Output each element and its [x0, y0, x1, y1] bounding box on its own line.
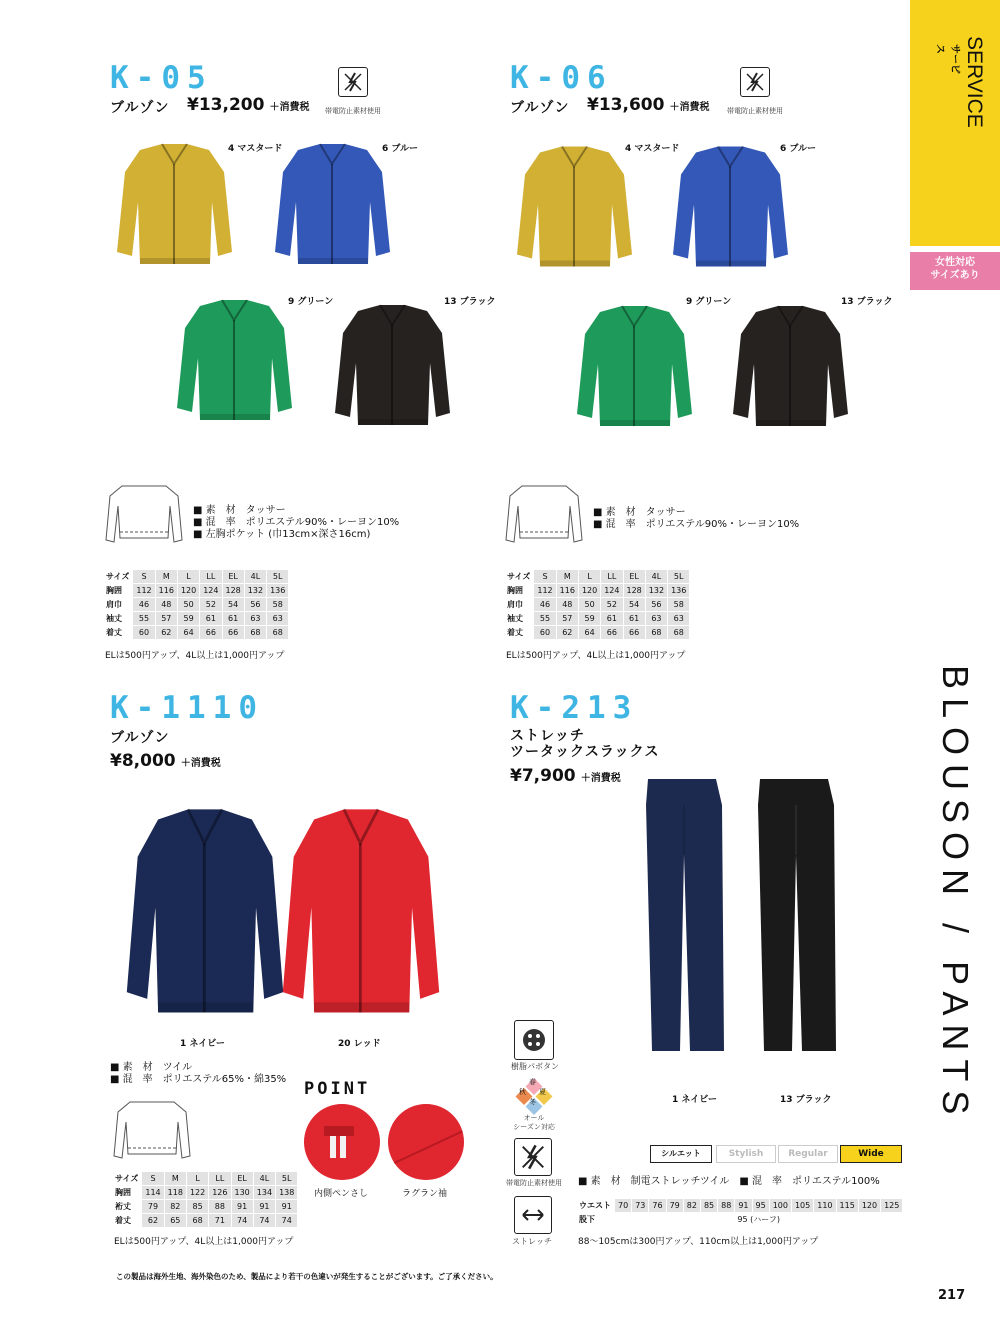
service-tab — [910, 0, 1000, 246]
cell: 130 — [232, 1186, 253, 1199]
size-header: L — [187, 1172, 208, 1185]
cell: 82 — [684, 1199, 700, 1212]
size-header: 5L — [668, 570, 689, 583]
size-header: LL — [200, 570, 221, 583]
season-winter: 冬 — [529, 1098, 536, 1106]
table-row — [507, 626, 689, 639]
size-header: S — [142, 1172, 163, 1185]
product-code-k1110: K-1110 — [110, 690, 264, 726]
size-header: S — [133, 570, 154, 583]
point-photo-raglan — [388, 1104, 464, 1180]
cell: 64 — [178, 626, 199, 639]
season-autumn: 秋 — [519, 1088, 526, 1096]
cell: 55 — [133, 612, 154, 625]
price-value: ¥13,600 — [587, 95, 665, 115]
cell: 56 — [646, 598, 667, 611]
color-label: 13 ブラック — [444, 297, 496, 307]
silhouette-option: Regular — [778, 1145, 838, 1163]
cell: 52 — [601, 598, 622, 611]
cell: 91 — [735, 1199, 751, 1212]
cell: 79 — [142, 1200, 163, 1213]
size-header: L — [579, 570, 600, 583]
size-note-k1110: ELは500円アップ、4L以上は1,000円アップ — [114, 1237, 294, 1247]
price-value: ¥7,900 — [510, 766, 576, 786]
size-header-row — [115, 1172, 297, 1185]
cell: 63 — [245, 612, 266, 625]
cell: 68 — [668, 626, 689, 639]
color-label: 9 グリーン — [288, 297, 334, 307]
cell: 64 — [579, 626, 600, 639]
cell: 122 — [187, 1186, 208, 1199]
product-name-k1110: ブルゾン — [110, 730, 170, 746]
color-label: 1 ネイビー — [180, 1039, 225, 1049]
waist-label: ウエスト — [579, 1201, 611, 1210]
material-line: ■ 左胸ポケット (巾13cm×深さ16cm) — [193, 529, 371, 540]
size-header: サイズ — [507, 572, 531, 581]
jacket-photo-navy — [120, 806, 290, 1026]
tax-label: ＋消費税 — [269, 102, 310, 113]
cell: 88 — [209, 1200, 230, 1213]
product-name-line: ツータックスラックス — [510, 744, 660, 760]
size-header-row — [507, 570, 689, 583]
cell: 54 — [624, 598, 645, 611]
cell: 68 — [646, 626, 667, 639]
cell: 126 — [209, 1186, 230, 1199]
color-label: 4 マスタード — [228, 144, 283, 154]
table-row — [115, 1214, 297, 1227]
silhouette-option: Stylish — [716, 1145, 776, 1163]
size-table-k06 — [506, 569, 690, 640]
row-label: 裄丈 — [115, 1202, 131, 1211]
cell: 124 — [601, 584, 622, 597]
jacket-photo-mustard — [512, 142, 637, 277]
material-k1110 — [110, 1062, 286, 1086]
cell: 100 — [770, 1199, 791, 1212]
row-label: 着丈 — [115, 1216, 131, 1225]
cell: 105 — [792, 1199, 813, 1212]
color-label: 4 マスタード — [625, 144, 680, 154]
all-season-icon — [514, 1076, 554, 1116]
size-table-k05 — [105, 569, 289, 640]
material-line: ■ 素 材 ツイル — [110, 1062, 193, 1073]
cell: 50 — [579, 598, 600, 611]
size-header: サイズ — [115, 1174, 139, 1183]
cell: 59 — [178, 612, 199, 625]
product-code-k05: K-05 — [110, 60, 213, 96]
point-photo-pen-pocket — [304, 1104, 380, 1180]
price-k06 — [587, 95, 710, 115]
cell: 91 — [276, 1200, 297, 1213]
material-k06 — [593, 507, 799, 531]
price-value: ¥8,000 — [110, 751, 176, 771]
cell: 61 — [601, 612, 622, 625]
cell: 61 — [223, 612, 244, 625]
row-label: 胸囲 — [106, 586, 122, 595]
table-row — [507, 612, 689, 625]
product-name-k05: ブルゾン — [110, 100, 170, 116]
cell: 114 — [142, 1186, 163, 1199]
season-summer: 夏 — [539, 1088, 546, 1096]
cell: 59 — [579, 612, 600, 625]
cell: 50 — [178, 598, 199, 611]
color-label: 13 ブラック — [841, 297, 893, 307]
cell: 58 — [267, 598, 288, 611]
pants-photo-black — [752, 775, 842, 1059]
cell: 110 — [814, 1199, 835, 1212]
cell: 76 — [649, 1199, 665, 1212]
cell: 118 — [165, 1186, 186, 1199]
table-row — [579, 1199, 902, 1212]
season-spring: 春 — [529, 1078, 536, 1086]
line-drawing-back — [112, 1098, 192, 1164]
tax-label: ＋消費税 — [580, 773, 621, 784]
cell: 85 — [187, 1200, 208, 1213]
cell: 125 — [881, 1199, 902, 1212]
color-label: 6 ブルー — [382, 144, 419, 154]
women-badge-line2: サイズあり — [930, 270, 980, 281]
table-row — [106, 598, 288, 611]
inseam-label: 股下 — [579, 1215, 595, 1224]
size-note-k05: ELは500円アップ、4L以上は1,000円アップ — [105, 651, 285, 661]
product-name-k213 — [510, 728, 659, 760]
size-header: 4L — [646, 570, 667, 583]
cell: 82 — [165, 1200, 186, 1213]
cell: 132 — [646, 584, 667, 597]
cell: 91 — [232, 1200, 253, 1213]
size-note-k06: ELは500円アップ、4L以上は1,000円アップ — [506, 651, 686, 661]
cell: 62 — [156, 626, 177, 639]
cell: 112 — [534, 584, 555, 597]
table-row — [106, 584, 288, 597]
cell: 61 — [624, 612, 645, 625]
cell: 85 — [701, 1199, 717, 1212]
price-k05 — [187, 95, 310, 115]
size-header-row — [106, 570, 288, 583]
cell: 66 — [601, 626, 622, 639]
silhouette-option-selected: Wide — [840, 1145, 902, 1163]
cell: 68 — [245, 626, 266, 639]
table-row — [115, 1186, 297, 1199]
jacket-photo-green — [172, 298, 297, 428]
row-label: 着丈 — [507, 628, 523, 637]
cell: 61 — [200, 612, 221, 625]
cell: 95 — [753, 1199, 769, 1212]
cell: 62 — [142, 1214, 163, 1227]
size-header: 5L — [267, 570, 288, 583]
jacket-photo-black — [728, 298, 853, 440]
cell: 134 — [254, 1186, 275, 1199]
color-label: 20 レッド — [338, 1039, 381, 1049]
cell: 136 — [267, 584, 288, 597]
service-jp-label: サービス — [934, 44, 960, 74]
cell: 136 — [668, 584, 689, 597]
cell: 54 — [223, 598, 244, 611]
row-label: 着丈 — [106, 628, 122, 637]
women-size-badge — [910, 252, 1000, 290]
cell: 63 — [668, 612, 689, 625]
row-label: 胸囲 — [507, 586, 523, 595]
inseam-value: 95 (ハーフ) — [737, 1215, 780, 1224]
cell: 120 — [178, 584, 199, 597]
cell: 55 — [534, 612, 555, 625]
point-caption: ラグラン袖 — [402, 1189, 448, 1199]
cell: 57 — [156, 612, 177, 625]
product-code-k213: K-213 — [510, 690, 639, 726]
cell: 115 — [837, 1199, 858, 1212]
row-label: 肩巾 — [507, 600, 523, 609]
size-note-k213: 88～105cmは300円アップ、110cm以上は1,000円アップ — [578, 1237, 819, 1247]
service-label: SERVICE — [963, 36, 986, 128]
cell: 68 — [187, 1214, 208, 1227]
size-header: M — [557, 570, 578, 583]
jacket-photo-blue — [668, 142, 793, 277]
size-header: EL — [232, 1172, 253, 1185]
antistatic-caption: 帯電防止素材使用 — [506, 1179, 562, 1187]
pants-photo-navy — [640, 775, 730, 1059]
cell: 116 — [156, 584, 177, 597]
size-header: M — [165, 1172, 186, 1185]
table-row — [507, 598, 689, 611]
antistatic-caption: 帯電防止素材使用 — [325, 107, 381, 115]
cell: 46 — [133, 598, 154, 611]
material-line: ■ 素 材 タッサー — [593, 507, 686, 518]
stretch-caption: ストレッチ — [512, 1237, 552, 1246]
table-row — [106, 626, 288, 639]
cell: 138 — [276, 1186, 297, 1199]
size-header: M — [156, 570, 177, 583]
product-code-k06: K-06 — [510, 60, 613, 96]
cell: 74 — [276, 1214, 297, 1227]
cell: 79 — [667, 1199, 683, 1212]
jacket-photo-black — [330, 298, 455, 438]
table-row — [115, 1200, 297, 1213]
cell: 68 — [267, 626, 288, 639]
cell: 65 — [165, 1214, 186, 1227]
size-header: S — [534, 570, 555, 583]
caption-line: シーズン対応 — [513, 1123, 555, 1131]
cell: 62 — [557, 626, 578, 639]
antistatic-icon — [338, 67, 368, 97]
cell: 120 — [579, 584, 600, 597]
size-header: LL — [209, 1172, 230, 1185]
color-label: 6 ブルー — [780, 144, 817, 154]
cell: 48 — [156, 598, 177, 611]
cell: 60 — [133, 626, 154, 639]
cell: 66 — [223, 626, 244, 639]
jacket-photo-green — [572, 298, 697, 440]
size-header: EL — [223, 570, 244, 583]
cell: 124 — [200, 584, 221, 597]
cell: 66 — [200, 626, 221, 639]
table-row — [579, 1213, 902, 1226]
row-label: 肩巾 — [106, 600, 122, 609]
price-k213 — [510, 766, 621, 786]
color-label: 9 グリーン — [686, 297, 732, 307]
material-line: ■ 素 材 タッサー — [193, 505, 286, 516]
row-label: 袖丈 — [507, 614, 523, 623]
price-value: ¥13,200 — [187, 95, 265, 115]
cell: 52 — [200, 598, 221, 611]
cell: 116 — [557, 584, 578, 597]
cell: 73 — [632, 1199, 648, 1212]
product-name-line: ストレッチ — [510, 728, 585, 744]
cell: 74 — [232, 1214, 253, 1227]
size-header: 4L — [245, 570, 266, 583]
jacket-photo-mustard — [112, 142, 237, 272]
line-drawing-back — [504, 482, 584, 548]
cell: 70 — [615, 1199, 631, 1212]
caption-line: オール — [523, 1114, 545, 1122]
material-k213: ■ 素 材 制電ストレッチツイル ■ 混 率 ポリエステル100% — [578, 1176, 880, 1187]
button-caption: 樹脂パボタン — [511, 1062, 559, 1071]
material-line: ■ 混 率 ポリエステル90%・レーヨン10% — [193, 517, 400, 528]
line-drawing-back — [104, 482, 184, 548]
table-row — [507, 584, 689, 597]
material-line: ■ 混 率 ポリエステル65%・綿35% — [110, 1074, 287, 1085]
size-header: 5L — [276, 1172, 297, 1185]
cell: 46 — [534, 598, 555, 611]
row-label: 胸囲 — [115, 1188, 131, 1197]
size-table-k1110 — [114, 1171, 298, 1228]
cell: 63 — [646, 612, 667, 625]
cell: 132 — [245, 584, 266, 597]
color-label: 13 ブラック — [780, 1095, 832, 1105]
jacket-photo-blue — [270, 142, 395, 272]
product-name-k06: ブルゾン — [510, 100, 570, 116]
antistatic-caption: 帯電防止素材使用 — [727, 107, 783, 115]
page-number: 217 — [938, 1288, 966, 1303]
cell: 57 — [557, 612, 578, 625]
silhouette-label: シルエット — [650, 1145, 712, 1163]
footer-note: この製品は海外生地、海外染色のため、製品により若干の色違いが発生することがございます。ご了承ください。 — [116, 1272, 498, 1281]
cell: 58 — [668, 598, 689, 611]
cell: 60 — [534, 626, 555, 639]
silhouette-bar — [650, 1145, 902, 1163]
stretch-icon — [514, 1196, 552, 1234]
cell: 128 — [624, 584, 645, 597]
size-header: L — [178, 570, 199, 583]
cell: 128 — [223, 584, 244, 597]
cell: 48 — [557, 598, 578, 611]
all-season-caption — [504, 1114, 564, 1132]
antistatic-icon — [514, 1138, 552, 1176]
color-label: 1 ネイビー — [672, 1095, 717, 1105]
category-vertical-title: BLOUSON / PANTS — [935, 665, 976, 1124]
women-badge-line1: 女性対応 — [935, 257, 975, 268]
jacket-photo-red — [276, 806, 446, 1026]
size-header: EL — [624, 570, 645, 583]
cell: 88 — [718, 1199, 734, 1212]
cell: 71 — [209, 1214, 230, 1227]
size-header: サイズ — [106, 572, 130, 581]
cell: 66 — [624, 626, 645, 639]
cell: 63 — [267, 612, 288, 625]
row-label: 袖丈 — [106, 614, 122, 623]
material-line: ■ 混 率 ポリエステル90%・レーヨン10% — [593, 519, 800, 530]
antistatic-icon — [740, 67, 770, 97]
point-caption: 内側ペンさし — [314, 1189, 369, 1199]
cell: 74 — [254, 1214, 275, 1227]
table-row — [106, 612, 288, 625]
waist-table-k213 — [578, 1198, 903, 1227]
cell: 56 — [245, 598, 266, 611]
price-k1110 — [110, 751, 221, 771]
cell: 91 — [254, 1200, 275, 1213]
size-header: 4L — [254, 1172, 275, 1185]
tax-label: ＋消費税 — [180, 758, 221, 769]
size-header: LL — [601, 570, 622, 583]
tax-label: ＋消費税 — [669, 102, 710, 113]
cell: 120 — [859, 1199, 880, 1212]
button-icon — [514, 1020, 554, 1060]
point-title: POINT — [304, 1079, 371, 1099]
material-k05 — [193, 505, 399, 541]
cell: 112 — [133, 584, 154, 597]
